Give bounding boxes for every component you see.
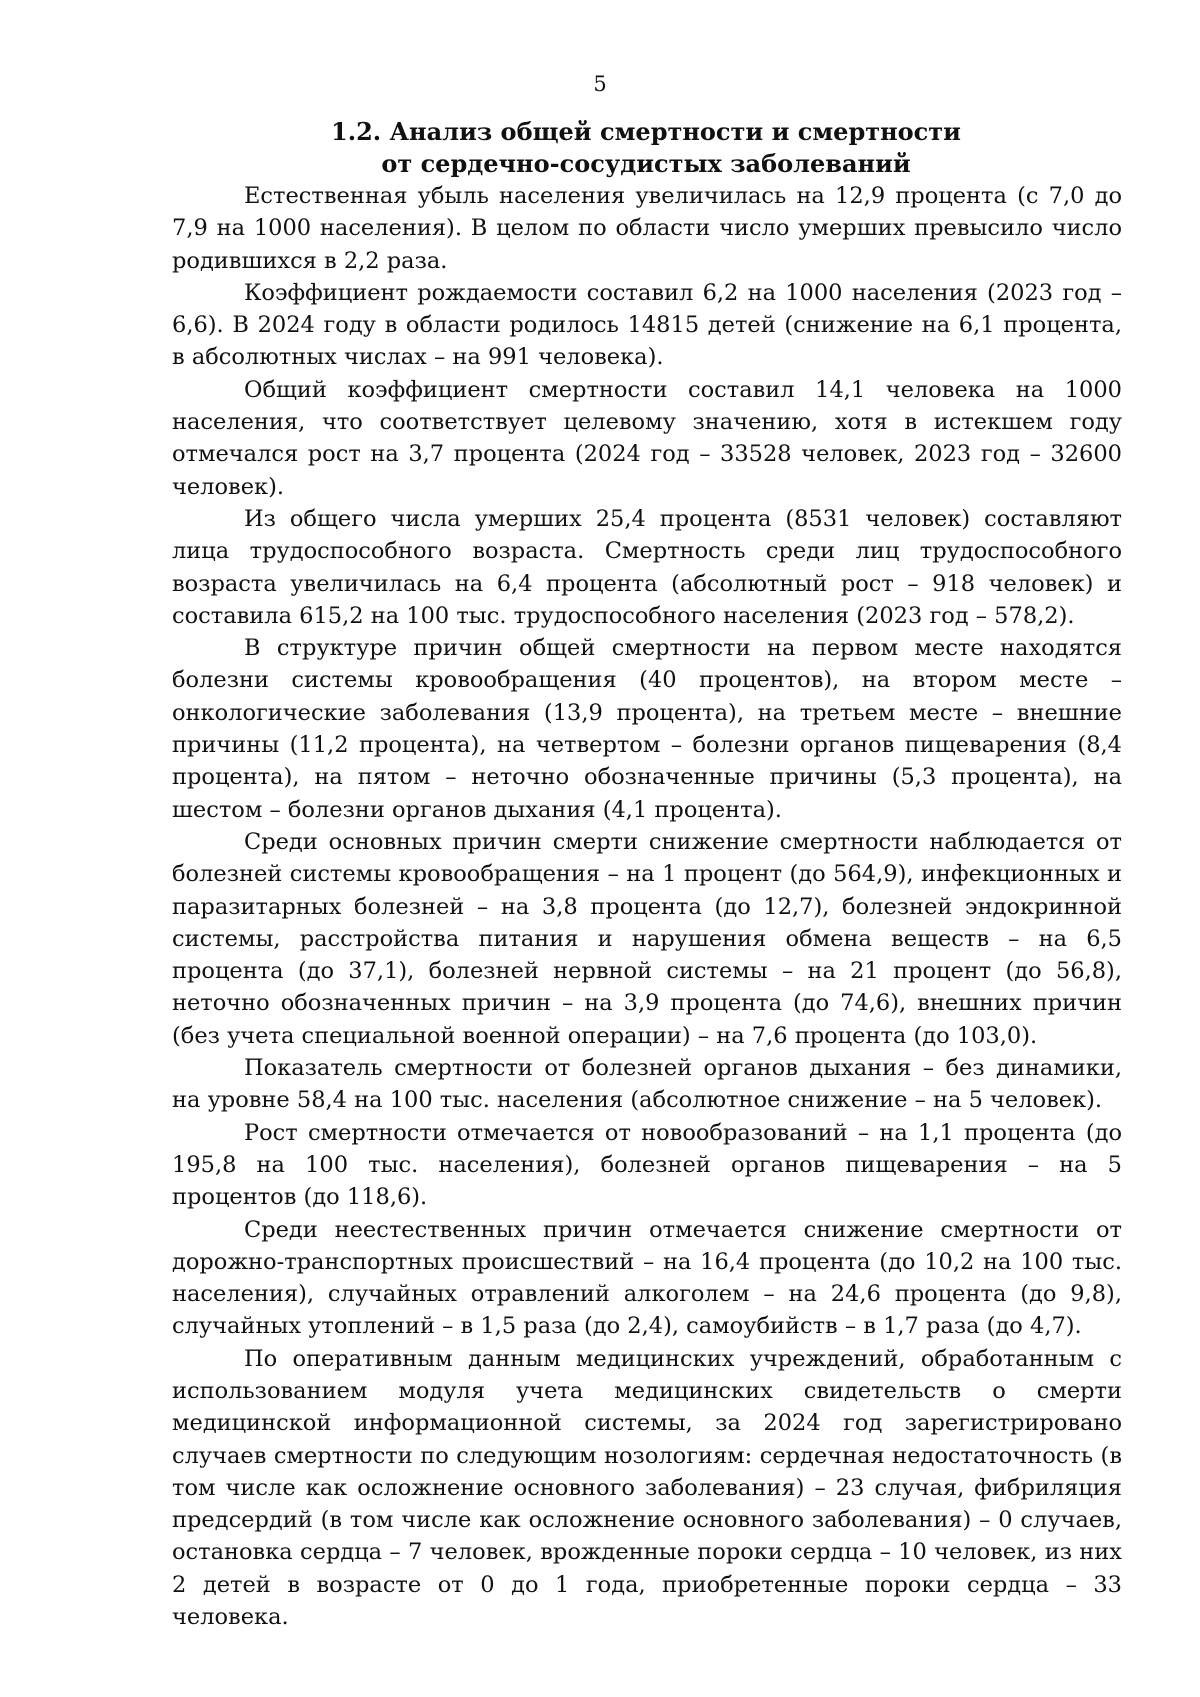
paragraph-working-age-mortality: Из общего числа умерших 25,4 процента (8531 человек) составляют лица трудоспособного возраста. Смертность среди лиц трудоспособного возраста увеличилась на 6,4 процента (абсолютный рост – 918 человек) и составила 615,2 на 100 тыс. трудоспособного населения (2023 год – 578,2).: [172, 505, 1122, 629]
page-number: 5: [593, 72, 607, 96]
section-heading: [170, 116, 1122, 180]
paragraph-mortality-decrease: Среди основных причин смерти снижение смертности наблюдается от болезней системы кровообращения – на 1 процент (до 564,9), инфекционных и паразитарных болезней – на 3,8 процента (до 12,7), болезней эндокринной системы, расстройства питания и нарушения обмена веществ – на 6,5 процента (до 37,1), болезней нервной системы – на 21 процент (до 56,8), неточно обозначенных причин – на 3,9 процента (до 74,6), внешних причин (без учета специальной военной операции) – на 7,6 процента (до 103,0).: [172, 828, 1122, 1049]
paragraph-natural-decline: Естественная убыль населения увеличилась на 12,9 процента (с 7,0 до 7,9 на 1000 населения). В целом по области число умерших превысило число родившихся в 2,2 раза.: [172, 183, 1122, 274]
paragraph-causes-structure: В структуре причин общей смертности на первом месте находятся болезни системы кровообращения (40 процентов), на втором месте – онкологические заболевания (13,9 процента), на третьем месте – внешние причины (11,2 процента), на четвертом – болезни органов пищеварения (8,4 процента), на пятом – неточно обозначенные причины (5,3 процента), на шестом – болезни органов дыхания (4,1 процента).: [172, 635, 1122, 823]
paragraph-birth-rate: Коэффициент рождаемости составил 6,2 на 1000 населения (2023 год – 6,6). В 2024 году в области родилось 14815 детей (снижение на 6,1 процента, в абсолютных числах – на 991 человека).: [172, 279, 1122, 371]
paragraph-operational-data: По оперативным данным медицинских учреждений, обработанным с использованием модуля учета медицинских свидетельств о смерти медицинской информационной системы, за 2024 год зарегистрировано случаев смертности по следующим нозологиям: сердечная недостаточность (в том числе как осложнение основного заболевания) – 23 случая, фибриляция предсердий (в том числе как осложнение основного заболевания) – 0 случаев, остановка сердца – 7 человек, врожденные пороки сердца – 10 человек, из них 2 детей в возрасте от 0 до 1 года, приобретенные пороки сердца – 33 человека.: [172, 1345, 1122, 1631]
paragraph-mortality-growth: Рост смертности отмечается от новообразований – на 1,1 процента (до 195,8 на 100 тыс. населения), болезней органов пищеварения – на 5 процентов (до 118,6).: [172, 1119, 1122, 1211]
paragraph-mortality-rate: Общий коэффициент смертности составил 14,1 человека на 1000 населения, что соответствует целевому значению, хотя в истекшем году отмечался рост на 3,7 процента (2024 год – 33528 человек, 2023 год – 32600 человек).: [172, 376, 1122, 500]
paragraph-unnatural-causes: Среди неестественных причин отмечается снижение смертности от дорожно-транспортных происшествий – на 16,4 процента (до 10,2 на 100 тыс. населения), случайных отравлений алкоголем – на 24,6 процента (до 9,8), случайных утоплений – в 1,5 раза (до 2,4), самоубийств – в 1,7 раза (до 4,7).: [172, 1216, 1122, 1340]
section-heading-line-2: от сердечно-сосудистых заболеваний: [381, 149, 911, 178]
body-text: [172, 180, 1122, 1633]
section-heading-line-1: 1.2. Анализ общей смертности и смертности: [331, 117, 961, 146]
paragraph-respiratory: Показатель смертности от болезней органов дыхания – без динамики, на уровне 58,4 на 100 тыс. населения (абсолютное снижение – на 5 человек).: [172, 1055, 1122, 1114]
